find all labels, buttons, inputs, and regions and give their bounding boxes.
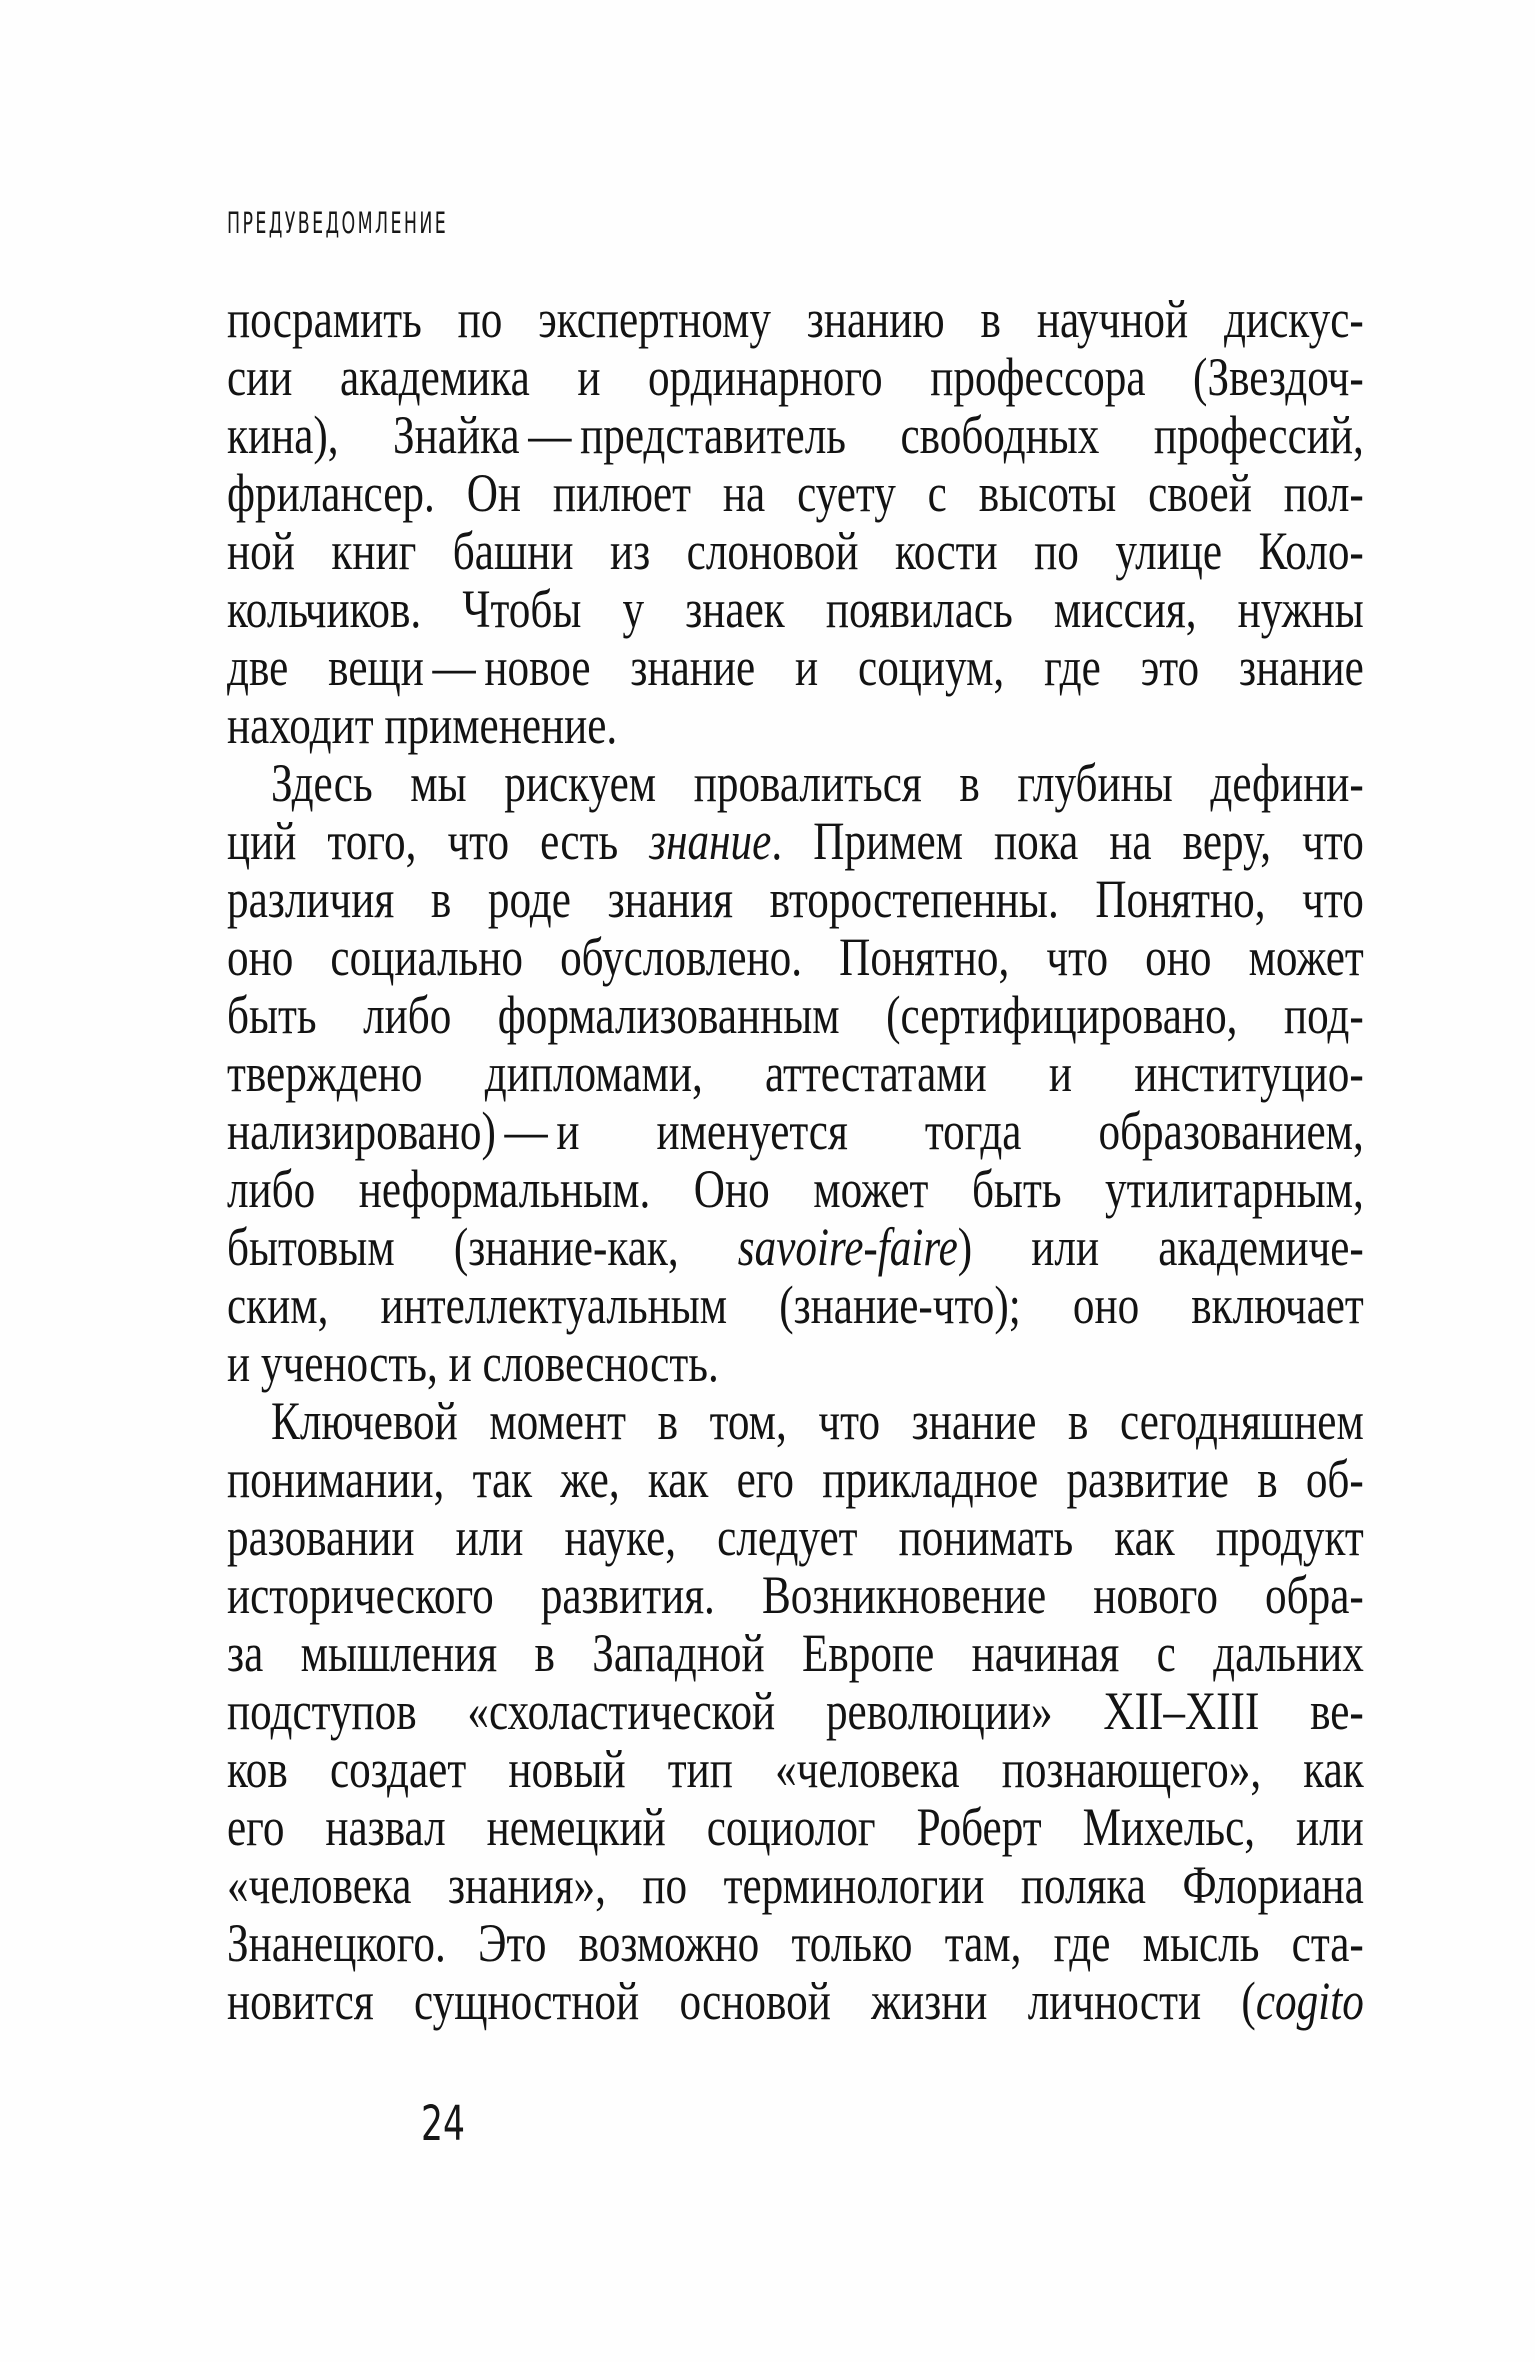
text-run: ной книг башни из слоновой кости по улице Коло-: [227, 521, 1364, 581]
paragraph: [227, 1392, 1364, 2030]
running-header: ПРЕДУВЕДОМЛЕНИЕ: [227, 206, 449, 240]
text-run: ) или академиче-: [957, 1217, 1364, 1277]
text-line: [227, 928, 1364, 986]
paragraph: [227, 290, 1364, 754]
text-line: [227, 1508, 1364, 1566]
text-run: новится сущностной основой жизни личности (: [227, 1971, 1256, 2031]
text-line: [227, 406, 1364, 464]
text-run: две вещи — новое знание и социум, где это знание: [227, 637, 1364, 697]
text-line: [227, 1044, 1364, 1102]
text-line: [227, 1624, 1364, 1682]
text-run: находит применение.: [227, 695, 618, 755]
text-run: за мышления в Западной Европе начиная с дальних: [227, 1623, 1364, 1683]
text-run: сии академика и ординарного профессора (Звездоч-: [227, 347, 1364, 407]
text-line: [227, 754, 1364, 812]
text-line: [227, 464, 1364, 522]
text-line: [227, 290, 1364, 348]
italic-text-run: cogito: [1255, 1971, 1364, 2031]
text-run: Ключевой момент в том, что знание в сегодняшнем: [271, 1391, 1364, 1451]
text-run: Здесь мы рискуем провалиться в глубины дефини-: [271, 753, 1364, 813]
text-run: «человека знания», по терминологии поляка Флориана: [227, 1855, 1364, 1915]
page-number: 24: [421, 2096, 465, 2152]
text-run: подступов «схоластической революции» XII–XIII ве-: [227, 1681, 1364, 1741]
text-run: бытовым (знание-как,: [227, 1217, 738, 1277]
text-run: кина), Знайка — представитель свободных профессий,: [227, 405, 1364, 465]
text-line: [227, 986, 1364, 1044]
text-run: кольчиков. Чтобы у знаек появилась миссия, нужны: [227, 579, 1364, 639]
text-line: [227, 1740, 1364, 1798]
text-line: [227, 638, 1364, 696]
text-line: [227, 1856, 1364, 1914]
text-run: его назвал немецкий социолог Роберт Михельс, или: [227, 1797, 1364, 1857]
text-run: Знанецкого. Это возможно только там, где мысль ста-: [227, 1913, 1364, 1973]
text-run: . Примем пока на веру, что: [771, 811, 1364, 871]
text-line: [227, 1914, 1364, 1972]
paragraph: [227, 754, 1364, 1392]
text-line: [227, 1566, 1364, 1624]
text-run: ским, интеллектуальным (знание-что); оно включает: [227, 1275, 1364, 1335]
text-line: [227, 870, 1364, 928]
text-run: быть либо формализованным (сертифицировано, под-: [227, 985, 1364, 1045]
text-line: [227, 1102, 1364, 1160]
text-line: [227, 348, 1364, 406]
text-line: [227, 1798, 1364, 1856]
text-run: понимании, так же, как его прикладное развитие в об-: [227, 1449, 1364, 1509]
text-run: разовании или науке, следует понимать как продукт: [227, 1507, 1364, 1567]
text-line: [227, 812, 1364, 870]
text-line: [227, 1972, 1364, 2030]
text-line: [227, 1218, 1364, 1276]
text-run: различия в роде знания второстепенны. Понятно, что: [227, 869, 1364, 929]
text-line: [227, 1334, 1364, 1392]
text-run: ков создает новый тип «человека познающего», как: [227, 1739, 1364, 1799]
body-text: [227, 290, 1364, 2030]
text-run: посрамить по экспертному знанию в научной дискус-: [227, 289, 1364, 349]
text-run: либо неформальным. Оно может быть утилитарным,: [227, 1159, 1364, 1219]
text-run: нализировано) — и именуется тогда образованием,: [227, 1101, 1364, 1161]
text-run: тверждено дипломами, аттестатами и институцио-: [227, 1043, 1364, 1103]
italic-text-run: savoire-faire: [737, 1217, 958, 1277]
text-line: [227, 1392, 1364, 1450]
text-line: [227, 1682, 1364, 1740]
text-line: [227, 1160, 1364, 1218]
text-run: и ученость, и словесность.: [227, 1333, 719, 1393]
text-run: исторического развития. Возникновение нового обра-: [227, 1565, 1364, 1625]
text-line: [227, 580, 1364, 638]
text-run: ций того, что есть: [227, 811, 650, 871]
text-run: оно социально обусловлено. Понятно, что оно может: [227, 927, 1364, 987]
text-line: [227, 696, 1364, 754]
text-line: [227, 1276, 1364, 1334]
text-line: [227, 522, 1364, 580]
text-run: фрилансер. Он пилюет на суету с высоты своей пол-: [227, 463, 1364, 523]
italic-text-run: знание: [649, 811, 772, 871]
text-line: [227, 1450, 1364, 1508]
